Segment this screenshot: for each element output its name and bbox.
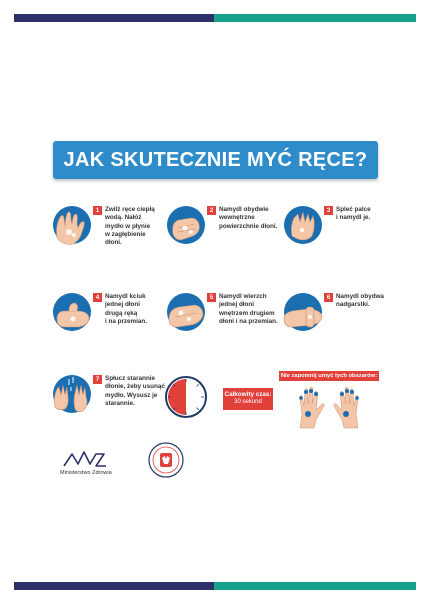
step-number-badge: 4 — [93, 293, 102, 302]
ministry-caption: Ministerstwo Zdrowia — [60, 470, 112, 476]
top-bar-teal — [214, 14, 416, 22]
page-title: JAK SKUTECZNIE MYĆ RĘCE? — [63, 148, 368, 171]
step-text: Namydl wierzch jednej dłoni wnętrzem drugiem dłoni i na przemian. — [219, 293, 278, 325]
sanitary-inspection-seal-icon — [148, 442, 184, 478]
bottom-bar-navy — [14, 582, 214, 590]
step-number-badge: 7 — [93, 375, 102, 384]
hands-thumb-icon — [47, 289, 97, 335]
bottom-bar-teal — [214, 582, 416, 590]
total-time-label: Całkowity czas: — [224, 391, 272, 398]
title-banner — [53, 141, 378, 179]
total-time-value: 30 sekund — [234, 399, 262, 405]
step-number-badge: 3 — [324, 206, 333, 215]
top-color-bar — [14, 14, 416, 22]
step-text: Zwilż ręce ciepłą wodą. Nałóż mydło w płynie w zagłębienie dłoni. — [105, 206, 155, 247]
total-time-badge — [223, 388, 273, 410]
hands-missed-areas-icon — [296, 384, 362, 430]
top-bar-navy — [14, 14, 214, 22]
step-text: Namydl kciuk jednej dłoni drugą ręką i na przemian. — [105, 293, 147, 325]
hands-fingers-interlaced-icon — [278, 202, 328, 248]
hands-wet-icon — [47, 202, 97, 248]
step-text: Namydl obydwa nadgarstki. — [336, 293, 384, 309]
hands-palms-rubbing-icon — [161, 202, 211, 248]
bottom-color-bar — [14, 582, 416, 590]
step-text: Spleć palce i namydl je. — [336, 206, 371, 222]
step-number-badge: 2 — [207, 206, 216, 215]
step-number-badge: 6 — [324, 293, 333, 302]
reminder-badge: Nie zapomnij umyć tych obszarów: — [280, 373, 378, 379]
step-text: Namydl obydwie wewnętrzne powierzchnie dłoni. — [219, 206, 278, 230]
hands-back-of-hand-icon — [161, 289, 211, 335]
step-text: Spłucz starannie dłonie, żeby usunąć mydło. Wysusz je starannie. — [105, 375, 165, 407]
step-number-badge: 5 — [207, 293, 216, 302]
timer-icon — [164, 375, 208, 419]
step-number-badge: 1 — [93, 206, 102, 215]
hands-wrist-icon — [278, 289, 328, 335]
hands-rinse-icon — [47, 371, 97, 417]
